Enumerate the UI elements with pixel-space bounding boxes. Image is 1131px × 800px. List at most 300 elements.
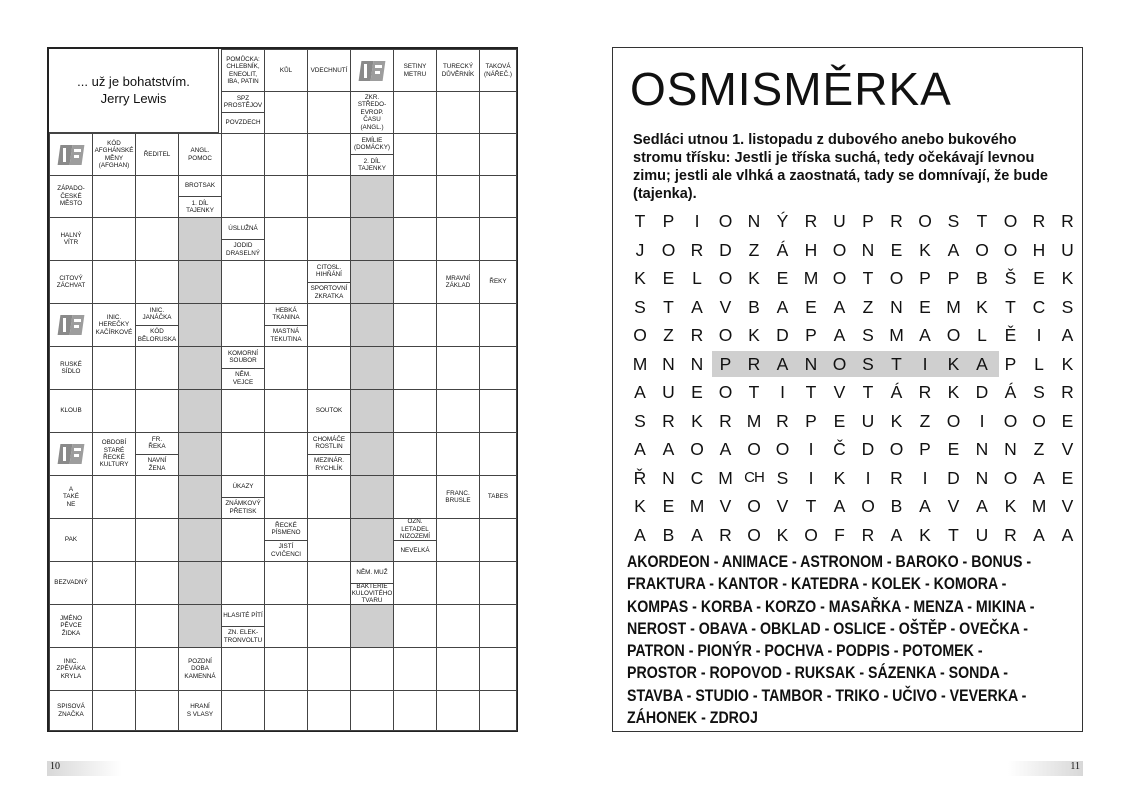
grid-letter[interactable]: U — [662, 382, 675, 402]
grid-letter[interactable]: A — [634, 524, 646, 545]
answer-cell[interactable] — [393, 260, 437, 304]
grid-letter[interactable]: K — [919, 524, 931, 545]
grid-letter[interactable]: M — [718, 467, 733, 488]
answer-cell[interactable] — [436, 604, 480, 648]
grid-letter[interactable]: Z — [919, 410, 931, 431]
grid-letter[interactable]: S — [1033, 382, 1045, 402]
grid-letter[interactable]: A — [1061, 524, 1074, 545]
answer-cell[interactable] — [307, 690, 351, 731]
grid-letter[interactable]: A — [1033, 524, 1045, 545]
grid-letter[interactable]: R — [1061, 211, 1074, 231]
grid-letter[interactable]: V — [719, 296, 732, 317]
grid-letter[interactable]: V — [1061, 439, 1074, 459]
grid-letter[interactable]: E — [1061, 467, 1074, 488]
answer-cell[interactable] — [92, 346, 136, 390]
answer-cell[interactable] — [92, 518, 136, 562]
answer-cell[interactable] — [307, 346, 351, 390]
answer-cell[interactable] — [264, 561, 308, 605]
grid-letter[interactable]: K — [748, 325, 760, 345]
grid-letter[interactable]: O — [747, 496, 761, 516]
grid-letter[interactable]: O — [747, 439, 761, 459]
grid-letter[interactable]: A — [691, 524, 703, 545]
answer-cell[interactable] — [135, 475, 179, 519]
grid-letter[interactable]: E — [1061, 410, 1074, 431]
grid-letter[interactable]: V — [776, 496, 789, 516]
grid-letter[interactable]: E — [833, 410, 846, 431]
grid-letter[interactable]: S — [634, 410, 646, 431]
grid-letter[interactable]: M — [1031, 496, 1047, 516]
shaded-answer-cell[interactable] — [350, 604, 394, 648]
grid-letter[interactable]: L — [1034, 353, 1044, 374]
answer-cell[interactable] — [92, 389, 136, 433]
answer-cell[interactable] — [135, 690, 179, 731]
shaded-answer-cell[interactable] — [178, 389, 222, 433]
grid-letter[interactable]: R — [776, 410, 789, 431]
answer-cell[interactable] — [135, 260, 179, 304]
grid-letter[interactable]: Á — [890, 382, 903, 402]
grid-letter[interactable]: O — [718, 211, 733, 231]
answer-cell[interactable] — [393, 346, 437, 390]
answer-cell[interactable] — [221, 303, 265, 347]
grid-letter[interactable]: L — [692, 268, 702, 288]
grid-letter[interactable]: N — [662, 467, 675, 488]
grid-letter[interactable]: S — [1061, 296, 1074, 317]
answer-cell[interactable] — [307, 647, 351, 691]
grid-letter[interactable]: D — [719, 239, 732, 260]
grid-letter[interactable]: T — [805, 382, 817, 402]
grid-letter[interactable]: I — [808, 439, 814, 459]
grid-letter[interactable]: Ř — [633, 467, 647, 488]
grid-letter[interactable]: D — [975, 382, 989, 402]
grid-letter[interactable]: P — [947, 268, 960, 288]
grid-letter[interactable]: O — [747, 524, 761, 545]
shaded-answer-cell[interactable] — [178, 217, 222, 261]
grid-letter[interactable]: I — [1036, 325, 1042, 345]
grid-letter[interactable]: O — [889, 439, 904, 459]
shaded-answer-cell[interactable] — [350, 303, 394, 347]
grid-letter[interactable]: O — [889, 268, 904, 288]
grid-letter[interactable]: P — [919, 268, 931, 288]
answer-cell[interactable] — [92, 604, 136, 648]
grid-letter[interactable]: Á — [1004, 382, 1017, 402]
grid-letter[interactable]: M — [746, 410, 762, 431]
answer-cell[interactable] — [221, 690, 265, 731]
answer-cell[interactable] — [307, 604, 351, 648]
answer-cell[interactable] — [436, 346, 480, 390]
grid-letter[interactable]: K — [1061, 268, 1074, 288]
answer-cell[interactable] — [393, 389, 437, 433]
answer-cell[interactable] — [479, 604, 517, 648]
answer-cell[interactable] — [436, 432, 480, 476]
grid-letter[interactable]: O — [975, 239, 989, 260]
grid-letter[interactable]: I — [979, 410, 985, 431]
answer-cell[interactable] — [479, 647, 517, 691]
grid-letter[interactable]: F — [834, 524, 845, 545]
grid-letter[interactable]: P — [662, 211, 675, 231]
answer-cell[interactable] — [479, 303, 517, 347]
answer-cell[interactable] — [135, 346, 179, 390]
shaded-answer-cell[interactable] — [350, 389, 394, 433]
grid-letter[interactable]: A — [662, 439, 675, 459]
grid-letter[interactable]: O — [1003, 410, 1018, 431]
grid-letter[interactable]: E — [691, 382, 703, 402]
answer-cell[interactable] — [479, 561, 517, 605]
grid-letter[interactable]: I — [922, 467, 928, 488]
grid-letter[interactable]: T — [948, 524, 959, 545]
grid-letter[interactable]: Š — [1004, 268, 1017, 288]
answer-cell[interactable] — [393, 217, 437, 261]
grid-letter[interactable]: Z — [862, 296, 874, 317]
grid-letter[interactable]: A — [833, 325, 846, 345]
grid-letter[interactable]: V — [719, 496, 732, 516]
answer-cell[interactable] — [221, 260, 265, 304]
grid-letter[interactable]: A — [947, 239, 960, 260]
grid-letter[interactable]: A — [919, 325, 931, 345]
grid-letter[interactable]: N — [975, 439, 989, 459]
grid-letter[interactable]: Ý — [776, 211, 789, 231]
grid-letter[interactable]: T — [634, 211, 646, 231]
answer-cell[interactable] — [92, 647, 136, 691]
grid-letter[interactable]: O — [946, 325, 961, 345]
answer-cell[interactable] — [264, 346, 308, 390]
answer-cell[interactable] — [264, 604, 308, 648]
grid-letter[interactable]: A — [776, 296, 789, 317]
grid-letter[interactable]: B — [976, 268, 988, 288]
grid-letter[interactable]: V — [947, 496, 960, 516]
answer-cell[interactable] — [135, 647, 179, 691]
grid-letter[interactable]: V — [833, 382, 846, 402]
answer-cell[interactable] — [264, 690, 308, 731]
grid-letter[interactable]: A — [919, 496, 931, 516]
answer-cell[interactable] — [307, 217, 351, 261]
grid-letter[interactable]: B — [748, 296, 760, 317]
grid-letter[interactable]: S — [776, 467, 789, 488]
answer-cell[interactable] — [307, 561, 351, 605]
grid-letter[interactable]: K — [919, 239, 931, 260]
grid-letter[interactable]: E — [776, 268, 789, 288]
grid-letter[interactable]: T — [805, 496, 817, 516]
grid-letter[interactable]: Ě — [1004, 325, 1017, 345]
answer-cell[interactable] — [479, 133, 517, 176]
grid-letter[interactable]: O — [832, 353, 847, 374]
grid-letter[interactable]: O — [918, 211, 932, 231]
grid-letter[interactable]: A — [976, 496, 988, 516]
shaded-answer-cell[interactable] — [178, 604, 222, 648]
grid-letter[interactable]: Z — [663, 325, 674, 345]
grid-letter[interactable]: K — [1004, 496, 1017, 516]
grid-letter[interactable]: O — [861, 496, 875, 516]
answer-cell[interactable] — [479, 432, 517, 476]
grid-letter[interactable]: R — [690, 325, 704, 345]
grid-letter[interactable]: D — [776, 325, 789, 345]
grid-letter[interactable]: O — [946, 410, 961, 431]
answer-cell[interactable] — [221, 518, 265, 562]
shaded-answer-cell[interactable] — [350, 518, 394, 562]
grid-letter[interactable]: E — [1033, 268, 1045, 288]
shaded-answer-cell[interactable] — [178, 346, 222, 390]
answer-cell[interactable] — [393, 303, 437, 347]
grid-letter[interactable]: E — [919, 296, 931, 317]
answer-cell[interactable] — [393, 647, 437, 691]
grid-letter[interactable]: T — [748, 382, 760, 402]
answer-cell[interactable] — [307, 91, 351, 134]
grid-letter[interactable]: I — [694, 211, 700, 231]
grid-letter[interactable]: P — [919, 439, 931, 459]
answer-cell[interactable] — [135, 561, 179, 605]
grid-letter[interactable]: U — [861, 410, 875, 431]
grid-letter[interactable]: Z — [748, 239, 760, 260]
grid-letter[interactable]: R — [861, 524, 875, 545]
grid-letter[interactable]: N — [975, 467, 989, 488]
shaded-answer-cell[interactable] — [178, 260, 222, 304]
answer-cell[interactable] — [393, 561, 437, 605]
shaded-answer-cell[interactable] — [350, 260, 394, 304]
answer-cell[interactable] — [135, 518, 179, 562]
grid-letter[interactable]: R — [662, 410, 675, 431]
grid-letter[interactable]: I — [780, 382, 785, 402]
grid-letter[interactable]: N — [890, 296, 903, 317]
answer-cell[interactable] — [264, 175, 308, 218]
grid-letter[interactable]: I — [808, 467, 814, 488]
grid-letter[interactable]: R — [719, 410, 732, 431]
answer-cell[interactable] — [479, 389, 517, 433]
answer-cell[interactable] — [479, 175, 517, 218]
answer-cell[interactable] — [221, 432, 265, 476]
answer-cell[interactable] — [479, 346, 517, 390]
grid-letter[interactable]: A — [691, 296, 703, 317]
grid-letter[interactable]: T — [862, 382, 874, 402]
answer-cell[interactable] — [393, 133, 437, 176]
grid-letter[interactable]: H — [804, 239, 818, 260]
grid-letter[interactable]: T — [862, 268, 874, 288]
grid-letter[interactable]: N — [804, 353, 818, 374]
grid-letter[interactable]: K — [634, 268, 646, 288]
grid-letter[interactable]: O — [1003, 239, 1018, 260]
grid-letter[interactable]: O — [633, 325, 647, 345]
grid-letter[interactable]: T — [1005, 296, 1016, 317]
grid-letter[interactable]: K — [947, 382, 960, 402]
grid-letter[interactable]: R — [890, 467, 903, 488]
grid-letter[interactable]: E — [947, 439, 960, 459]
shaded-answer-cell[interactable] — [350, 475, 394, 519]
grid-letter[interactable]: R — [890, 211, 903, 231]
answer-cell[interactable] — [436, 303, 480, 347]
grid-letter[interactable]: O — [718, 382, 733, 402]
answer-cell[interactable] — [264, 260, 308, 304]
shaded-answer-cell[interactable] — [178, 561, 222, 605]
answer-cell[interactable] — [393, 175, 437, 218]
grid-letter[interactable]: D — [861, 439, 875, 459]
answer-cell[interactable] — [135, 604, 179, 648]
grid-letter[interactable]: M — [889, 325, 904, 345]
grid-letter[interactable]: K — [776, 524, 789, 545]
grid-letter[interactable]: A — [833, 296, 846, 317]
grid-letter[interactable]: R — [1032, 211, 1046, 231]
grid-letter[interactable]: N — [861, 239, 875, 260]
grid-letter[interactable]: U — [1061, 239, 1074, 260]
shaded-answer-cell[interactable] — [350, 175, 394, 218]
answer-cell[interactable] — [393, 475, 437, 519]
grid-letter[interactable]: H — [1032, 239, 1046, 260]
answer-cell[interactable] — [264, 133, 308, 176]
grid-letter[interactable]: A — [634, 382, 646, 402]
answer-cell[interactable] — [221, 133, 265, 176]
grid-letter[interactable]: P — [862, 211, 874, 231]
grid-letter[interactable]: A — [890, 524, 903, 545]
grid-letter[interactable]: R — [719, 524, 732, 545]
grid-letter[interactable]: R — [690, 239, 704, 260]
grid-letter[interactable]: E — [662, 268, 675, 288]
grid-letter[interactable]: A — [1033, 467, 1045, 488]
answer-cell[interactable] — [92, 690, 136, 731]
grid-letter[interactable]: P — [1004, 353, 1017, 374]
grid-letter[interactable]: O — [832, 239, 847, 260]
grid-letter[interactable]: I — [922, 353, 928, 374]
answer-cell[interactable] — [264, 432, 308, 476]
grid-letter[interactable]: P — [719, 353, 732, 374]
answer-cell[interactable] — [393, 604, 437, 648]
answer-cell[interactable] — [264, 217, 308, 261]
answer-cell[interactable] — [135, 389, 179, 433]
answer-cell[interactable] — [307, 475, 351, 519]
grid-letter[interactable]: B — [662, 524, 675, 545]
answer-cell[interactable] — [92, 475, 136, 519]
answer-cell[interactable] — [92, 561, 136, 605]
answer-cell[interactable] — [221, 175, 265, 218]
grid-letter[interactable]: L — [977, 325, 987, 345]
grid-letter[interactable]: Č — [833, 439, 846, 459]
grid-letter[interactable]: Z — [1033, 439, 1045, 459]
answer-cell[interactable] — [221, 647, 265, 691]
grid-letter[interactable]: Á — [776, 239, 789, 260]
grid-letter[interactable]: N — [1004, 439, 1017, 459]
answer-cell[interactable] — [264, 475, 308, 519]
grid-letter[interactable]: O — [832, 268, 847, 288]
grid-letter[interactable]: K — [1061, 353, 1074, 374]
grid-letter[interactable]: M — [946, 296, 961, 317]
answer-cell[interactable] — [264, 91, 308, 134]
answer-cell[interactable] — [436, 175, 480, 218]
grid-letter[interactable]: I — [865, 467, 871, 488]
answer-cell[interactable] — [221, 561, 265, 605]
grid-letter[interactable]: K — [691, 410, 703, 431]
grid-letter[interactable]: N — [662, 353, 675, 374]
answer-cell[interactable] — [436, 217, 480, 261]
grid-letter[interactable]: M — [803, 268, 819, 288]
grid-letter[interactable]: O — [690, 439, 704, 459]
answer-cell[interactable] — [436, 518, 480, 562]
answer-cell[interactable] — [436, 389, 480, 433]
grid-letter[interactable]: P — [805, 410, 817, 431]
shaded-answer-cell[interactable] — [178, 518, 222, 562]
grid-letter[interactable]: C — [1032, 296, 1046, 317]
grid-letter[interactable]: A — [976, 353, 988, 374]
answer-cell[interactable] — [393, 91, 437, 134]
grid-letter[interactable]: S — [634, 296, 646, 317]
grid-letter[interactable]: M — [632, 353, 648, 374]
grid-letter[interactable]: T — [891, 353, 902, 374]
grid-letter[interactable]: A — [1061, 325, 1074, 345]
grid-letter[interactable]: N — [690, 353, 704, 374]
grid-letter[interactable]: E — [805, 296, 817, 317]
grid-letter[interactable]: O — [718, 325, 733, 345]
shaded-answer-cell[interactable] — [178, 303, 222, 347]
answer-cell[interactable] — [221, 389, 265, 433]
grid-letter[interactable]: K — [748, 268, 760, 288]
answer-cell[interactable] — [479, 690, 517, 731]
grid-letter[interactable]: R — [1004, 524, 1017, 545]
answer-cell[interactable] — [135, 217, 179, 261]
answer-cell[interactable] — [264, 389, 308, 433]
answer-cell[interactable] — [307, 175, 351, 218]
answer-cell[interactable] — [264, 647, 308, 691]
grid-letter[interactable]: O — [775, 439, 790, 459]
grid-letter[interactable]: O — [804, 524, 818, 545]
grid-letter[interactable]: A — [719, 439, 732, 459]
answer-cell[interactable] — [307, 518, 351, 562]
grid-letter[interactable]: S — [947, 211, 960, 231]
grid-letter[interactable]: D — [947, 467, 960, 488]
grid-letter[interactable]: R — [918, 382, 932, 402]
grid-letter[interactable]: O — [1003, 467, 1018, 488]
grid-letter[interactable]: O — [718, 268, 733, 288]
answer-cell[interactable] — [479, 518, 517, 562]
answer-cell[interactable] — [436, 133, 480, 176]
grid-letter[interactable]: S — [862, 325, 874, 345]
shaded-answer-cell[interactable] — [350, 346, 394, 390]
grid-letter[interactable]: M — [689, 496, 705, 516]
answer-cell[interactable] — [436, 91, 480, 134]
shaded-answer-cell[interactable] — [178, 475, 222, 519]
grid-letter[interactable]: A — [833, 496, 846, 516]
grid-letter[interactable]: R — [747, 353, 761, 374]
answer-cell[interactable] — [393, 432, 437, 476]
answer-cell[interactable] — [436, 561, 480, 605]
grid-letter[interactable]: J — [635, 239, 645, 260]
answer-cell[interactable] — [92, 175, 136, 218]
grid-letter[interactable]: U — [833, 211, 846, 231]
shaded-answer-cell[interactable] — [350, 217, 394, 261]
grid-letter[interactable]: O — [1003, 211, 1018, 231]
grid-letter[interactable]: K — [947, 353, 960, 374]
grid-letter[interactable]: P — [805, 325, 817, 345]
answer-cell[interactable] — [479, 91, 517, 134]
answer-cell[interactable] — [92, 217, 136, 261]
answer-cell[interactable] — [135, 175, 179, 218]
answer-cell[interactable] — [307, 303, 351, 347]
grid-letter[interactable]: E — [662, 496, 675, 516]
grid-letter[interactable]: V — [1061, 496, 1074, 516]
grid-letter[interactable]: N — [747, 211, 761, 231]
grid-letter[interactable]: C — [690, 467, 704, 488]
shaded-answer-cell[interactable] — [178, 432, 222, 476]
grid-letter[interactable]: U — [975, 524, 989, 545]
grid-letter[interactable]: B — [890, 496, 903, 516]
answer-cell[interactable] — [307, 133, 351, 176]
grid-letter[interactable]: S — [862, 353, 874, 374]
grid-letter[interactable]: O — [661, 239, 676, 260]
grid-letter[interactable]: K — [634, 496, 646, 516]
answer-cell[interactable] — [393, 690, 437, 731]
grid-letter[interactable]: T — [976, 211, 988, 231]
answer-cell[interactable] — [436, 690, 480, 731]
shaded-answer-cell[interactable] — [350, 432, 394, 476]
grid-letter[interactable]: O — [1032, 410, 1046, 431]
grid-letter[interactable]: R — [804, 211, 818, 231]
grid-letter[interactable]: A — [776, 353, 789, 374]
answer-cell[interactable] — [92, 260, 136, 304]
grid-letter[interactable]: K — [890, 410, 903, 431]
